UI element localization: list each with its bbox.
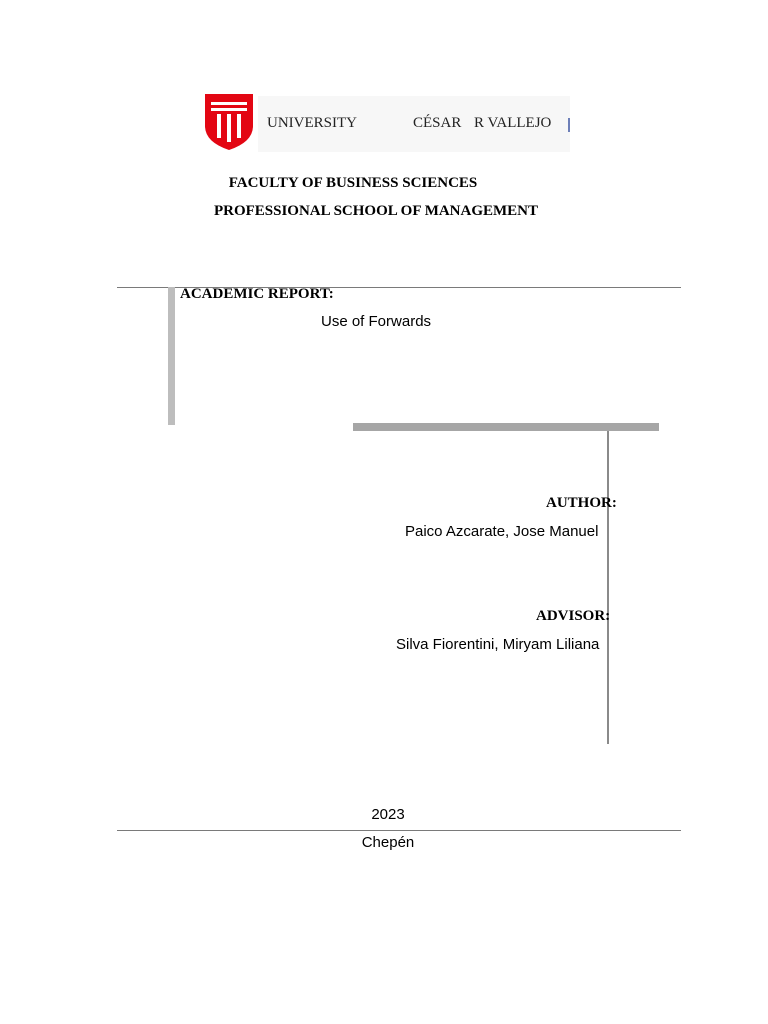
ucv-shield-icon (203, 92, 255, 152)
left-accent-bar (168, 287, 175, 425)
school-heading: PROFESSIONAL SCHOOL OF MANAGEMENT (213, 203, 539, 219)
footer-city: Chepén (361, 834, 415, 851)
logo-word-cesar: CÉSAR (413, 115, 462, 131)
faculty-heading: FACULTY OF BUSINESS SCIENCES (228, 175, 478, 191)
report-label: ACADEMIC REPORT: (180, 286, 334, 302)
bottom-divider (117, 830, 681, 831)
logo-word-university: UNIVERSITY (267, 115, 357, 131)
logo-bar-mark (568, 118, 570, 132)
author-label: AUTHOR: (546, 495, 617, 511)
logo-word-vallejo: R VALLEJO (474, 115, 552, 131)
report-title: Use of Forwards (321, 313, 432, 330)
advisor-label: ADVISOR: (536, 608, 611, 624)
advisor-name: Silva Fiorentini, Miryam Liliana (396, 636, 600, 653)
middle-accent-bar (353, 423, 659, 431)
right-accent-line (607, 431, 609, 744)
author-name: Paico Azcarate, Jose Manuel (405, 523, 599, 540)
footer-year: 2023 (371, 806, 405, 823)
